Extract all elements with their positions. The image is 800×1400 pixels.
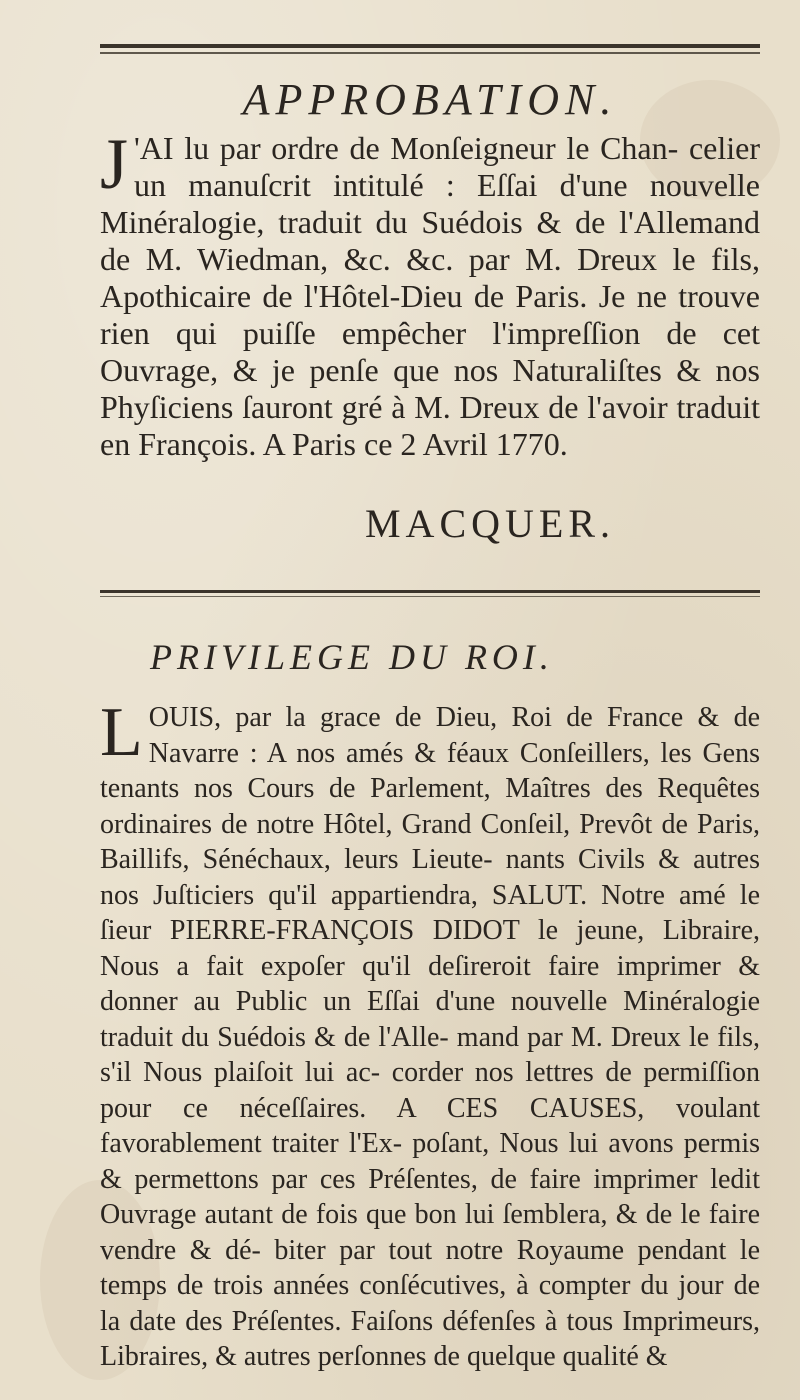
privilege-dropcap: L [100, 694, 143, 771]
privilege-heading: PRIVILEGE DU ROI. [150, 637, 554, 677]
section-rule-thick [100, 590, 760, 593]
top-rule-thick [100, 44, 760, 48]
approbation-heading: APPROBATION. [242, 75, 618, 124]
section-rule-thin [100, 596, 760, 597]
approbation-dropcap: J [100, 124, 129, 204]
approbation-text: 'AI lu par ordre de Monſeigneur le Chan- celier un manuſcrit intitulé : Eſſai d'une nouvelle Minéralogie, traduit du Suédois & de l'Allemand de M. Wiedman, &c. &c. par M. Dreux le fils, Apothicaire de l'Hôtel-Dieu de Paris. Je ne trouve rien qui puiſſe empêcher l'impreſſion de cet Ouvrage, & je penſe que nos Naturaliſtes & nos Phyſiciens ſauront gré à M. Dreux de l'avoir traduit en François. A Paris ce 2 Avril 1770. [100, 130, 760, 462]
privilege-text-block [100, 694, 760, 1375]
privilege-text: OUIS, par la grace de Dieu, Roi de France & de Navarre : A nos amés & féaux Conſeillers, les Gens tenants nos Cours de Parlement, Maîtres des Requêtes ordinaires de notre Hôtel, Grand Conſeil, Prevôt de Paris, Baillifs, Sénéchaux, leurs Lieute- nants Civils & autres nos Juſticiers qu'il appartiendra, SALUT. Notre amé le ſieur PIERRE-FRANÇOIS DIDOT le jeune, Libraire, Nous a fait expoſer qu'il deſireroit faire imprimer & donner au Public un Eſſai d'une nouvelle Minéralogie traduit du Suédois & de l'Alle- mand par M. Dreux le fils, s'il Nous plaiſoit lui ac- corder nos lettres de permiſſion pour ce néceſſaires. A CES CAUSES, voulant favorablement traiter l'Ex- poſant, Nous lui avons permis & permettons par ces Préſentes, de faire imprimer ledit Ouvrage autant de fois que bon lui ſemblera, & de le faire vendre & dé- biter par tout notre Royaume pendant le temps de trois années conſécutives, à compter du jour de la date des Préſentes. Faiſons défenſes à tous Imprimeurs, Libraires, & autres perſonnes de quelque qualité & [100, 702, 760, 1372]
approbation-signature: MACQUER. [364, 501, 616, 546]
approbation-text-block [100, 124, 760, 463]
top-rule-thin [100, 52, 760, 54]
